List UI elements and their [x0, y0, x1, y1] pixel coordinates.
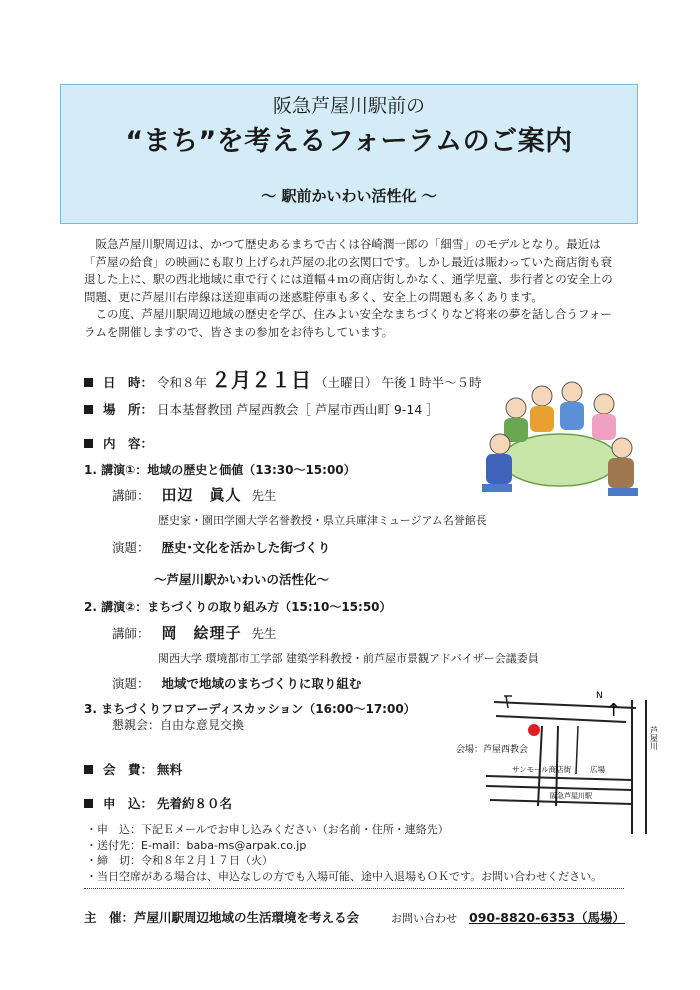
lecturer2-name: 岡 絵理子 [161, 624, 242, 642]
person-figure [592, 394, 616, 440]
bullet-square-icon [84, 378, 93, 387]
map-station: 阪急芦屋川駅 [550, 792, 592, 800]
lecture1-topic-sub: ～芦屋川駅かいわいの活性化～ [154, 572, 330, 587]
apply-row [84, 794, 232, 812]
pre-title: 阪急芦屋川駅前の [272, 95, 425, 117]
fee-label: 会 費： [103, 762, 154, 777]
apply-note: ・当日空席がある場合は、申込なしの方でも入場可能、途中入退場もＯＫです。お問い合わせください。 [86, 869, 603, 883]
place-label: 場 所： [103, 402, 154, 417]
lecture2-topic: 地域で地域のまちづくりに取り組む [161, 676, 362, 691]
date-era: 令和８年 [157, 375, 208, 390]
place-row [84, 400, 439, 418]
contact-label: お問い合わせ [391, 912, 458, 925]
person-figure [560, 382, 584, 430]
organizer: 芦屋川駅周辺地域の生活環境を考える会 [134, 910, 360, 925]
organizer-label: 主 催： [84, 910, 135, 925]
map-river: 芦屋川 [649, 726, 659, 750]
topic-label: 演題： [112, 676, 150, 691]
intro-paragraph-2: この度、芦屋川駅周辺地域の歴史を学び、住みよい安全なまちづくりなど将来の夢を話し合うフォーラムを開催しますので、皆さまの参加をお待ちしています。 [84, 307, 612, 339]
item3-heading: 3. まちづくりフロアーディスカッション（16:00～17:00） [84, 702, 416, 716]
north-label: N [596, 691, 603, 701]
footer-row [84, 908, 625, 926]
fee-row [84, 760, 182, 778]
bullet-square-icon [84, 405, 93, 414]
north-arrow-icon: ↑ [606, 700, 622, 721]
bullet-square-icon [84, 799, 93, 808]
lecture2-lecturer-row [112, 622, 277, 643]
apply-value: 先着約８０名 [157, 796, 233, 811]
lecture1-lecturer-row [112, 484, 277, 505]
lecture1-topic-row [112, 538, 330, 556]
apply-note: ・送付先：E-mail：baba-ms@arpak.co.jp [86, 838, 307, 852]
lecturer-label: 講師： [112, 488, 150, 503]
lecturer1-profile: 歴史家・園田学園大学名誉教授・県立兵庫津ミュージアム名誉館長 [158, 514, 487, 527]
place-value: 日本基督教団 芦屋西教会［ 芦屋市西山町 9-14 ］ [157, 402, 439, 417]
page-subtitle: ～ 駅前かいわい活性化 ～ [261, 187, 437, 205]
apply-note: ・申 込：下記Ｅメールでお申し込みください（お名前・住所・連絡先） [86, 823, 449, 836]
venue-marker-icon [528, 724, 540, 736]
lecture1-heading: 1. 講演①：地域の歴史と価値（13:30～15:00） [84, 463, 356, 477]
bullet-square-icon [84, 765, 93, 774]
venue-map [446, 686, 666, 836]
content-label: 内 容： [103, 436, 154, 451]
chair-shape [608, 488, 638, 496]
chair-shape [482, 484, 512, 492]
lecturer-label: 講師： [112, 626, 150, 641]
date-row [84, 364, 482, 393]
lecture2-topic-row [112, 674, 361, 692]
date-weekday: （土曜日） [314, 375, 378, 390]
lecturer1-honorific: 先生 [251, 488, 277, 503]
intro-paragraph-1: 阪急芦屋川駅周辺は、かつて歴史あるまちで古くは谷崎潤一郎の「細雪」のモデルとなり。最近は「芦屋の給食」の映画にも取り上げられ芦屋の北の玄関口です。しかし最近は賑わっていた商店街も衰退した上に、駅の西北地域に車で行くには道幅４ｍの商店街しかなく、通学児童、歩行者との安全上の問題、更に芦屋川右岸線は送迎車両の迷惑駐停車も多く、安全上の問題も多くあります。 [84, 237, 613, 304]
map-venue-label: 会場：芦屋西教会 [456, 745, 529, 755]
person-figure [530, 386, 554, 432]
lecture2-heading: 2. 講演②：まちづくりの取り組み方（15:10～15:50） [84, 600, 392, 614]
date-day: ２月２１日 [211, 368, 311, 392]
contact-phone: 090-8820-6353（馬場） [469, 910, 626, 925]
map-shopping-street: サンモール商店街 [512, 765, 572, 774]
apply-label: 申 込： [103, 796, 154, 811]
apply-note: ・締 切：令和８年２月１７日（火） [86, 854, 273, 867]
map-plaza: 広場 [590, 765, 605, 774]
date-time: 午後１時半～５時 [381, 375, 482, 390]
person-figure [486, 434, 512, 484]
lecture1-topic: 歴史･文化を活かした街づくり [161, 540, 331, 555]
lecturer2-profile: 関西大学 環境都市工学部 建築学科教授・前芦屋市景観アドバイザー会議委員 [158, 652, 539, 665]
intro-text [84, 236, 614, 341]
divider [84, 888, 624, 889]
meeting-illustration [480, 372, 640, 512]
person-figure [608, 438, 634, 488]
content-row [84, 434, 153, 452]
lecturer2-honorific: 先生 [251, 626, 277, 641]
title-banner [60, 84, 638, 224]
bullet-square-icon [84, 439, 93, 448]
topic-label: 演題： [112, 540, 150, 555]
fee-value: 無料 [157, 762, 183, 777]
person-figure [504, 398, 528, 442]
page-title: “まち”を考えるフォーラムのご案内 [125, 126, 573, 157]
lecturer1-name: 田辺 眞人 [161, 486, 242, 504]
item3-sub: 懇親会：自由な意見交換 [112, 718, 245, 732]
date-label: 日 時： [103, 375, 154, 390]
